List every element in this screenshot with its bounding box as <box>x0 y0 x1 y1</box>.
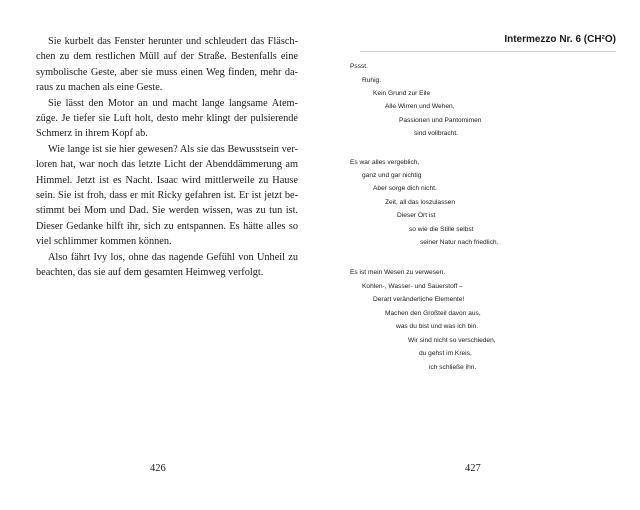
poem-line: Aber sorge dich nicht. <box>373 185 437 192</box>
poem-line: Alle Wirren und Wehen, <box>385 103 455 110</box>
poem-line: so wie die Stille selbst <box>409 226 474 233</box>
poem-line: Ruhig. <box>362 77 382 84</box>
text-line: Sie kurbelt das Fenster herunter und schleudert das Fläsch- <box>48 36 298 47</box>
paragraph-3 <box>36 142 298 250</box>
text-line: Dieser Gedanke hilft ihr, sich zu entspannen. Es hätte alles so <box>36 220 298 232</box>
text-line: beachten, das sie auf dem gesamten Heimweg verfolgt. <box>36 267 264 279</box>
poem-line: seiner Natur nach friedlich. <box>420 239 499 246</box>
poem-line: ich schließe ihn. <box>429 364 477 371</box>
paragraph-2 <box>36 96 298 142</box>
paragraph-4 <box>36 250 298 281</box>
poem-line: Kohlen-, Wasser- und Sauerstoff – <box>362 283 463 290</box>
poem-line: Es ist mein Wesen zu verwesen. <box>350 269 446 276</box>
chapter-heading: Intermezzo Nr. 6 (CH²O) <box>504 34 616 45</box>
text-line: chen zu dem restlichen Müll auf der Straße. Bestenfalls eine <box>36 51 298 63</box>
text-line: symbolische Geste, aber sie muss einen Weg finden, mehr da- <box>36 66 298 78</box>
poem-line: Wir sind nicht so verschieden, <box>408 337 496 344</box>
poem-line: Machen den Großteil davon aus, <box>385 310 481 317</box>
text-line: Also fährt Ivy los, ohne das nagende Gefühl von Unheil zu <box>48 251 298 263</box>
prose-text <box>36 34 298 281</box>
text-line: raus zu machen als eine Geste. <box>36 82 163 94</box>
poem-line: Zeit, all das loszulassen <box>385 199 456 206</box>
poem-line: was du bist und was ich bin. <box>396 323 479 330</box>
paragraph-1 <box>36 34 298 96</box>
poem-line: Kein Grund zur Eile <box>373 90 431 97</box>
text-line: sein. Sie ist froh, dass er mit Ricky gefahren ist. Er ist jetzt be- <box>36 190 298 202</box>
poem-line: du gehst im Kreis, <box>419 350 472 357</box>
poem-line: Passionen und Pantomimen <box>399 117 482 124</box>
poem-line: Pssst. <box>350 63 368 70</box>
poem-line: Dieser Ort ist <box>397 212 436 219</box>
text-line: Himmel. Jetzt ist es Nacht. Isaac wird mittlerweile zu Hause <box>36 174 298 186</box>
poem-line: sind vollbracht. <box>414 130 458 137</box>
poem <box>320 0 640 510</box>
text-line: Sie lässt den Motor an und macht lange langsame Atem- <box>48 97 298 109</box>
text-line: loren hat, war noch das letzte Licht der Abenddämmerung am <box>36 159 298 171</box>
text-line: stimmt bei Mom und Dad. Sie werden wissen, was zu tun ist. <box>36 205 298 217</box>
poem-line: ganz und gar nichtig <box>362 172 422 179</box>
poem-line: Es war alles vergeblich, <box>350 159 420 166</box>
text-line: viel schlimmer kommen können. <box>36 236 172 248</box>
poem-line: Derart veränderliche Elemente! <box>373 296 465 303</box>
text-line: Schmerz in ihrem Kopf ab. <box>36 128 148 140</box>
text-line: züge. Je tiefer sie Luft holt, desto mehr klingt der pulsierende <box>36 113 298 125</box>
page-number-right: 427 <box>465 463 481 474</box>
text-line: Wie lange ist sie hier gewesen? Als sie das Bewusstsein ver- <box>48 143 298 155</box>
right-page <box>320 0 640 510</box>
page-number-left: 426 <box>150 463 166 474</box>
